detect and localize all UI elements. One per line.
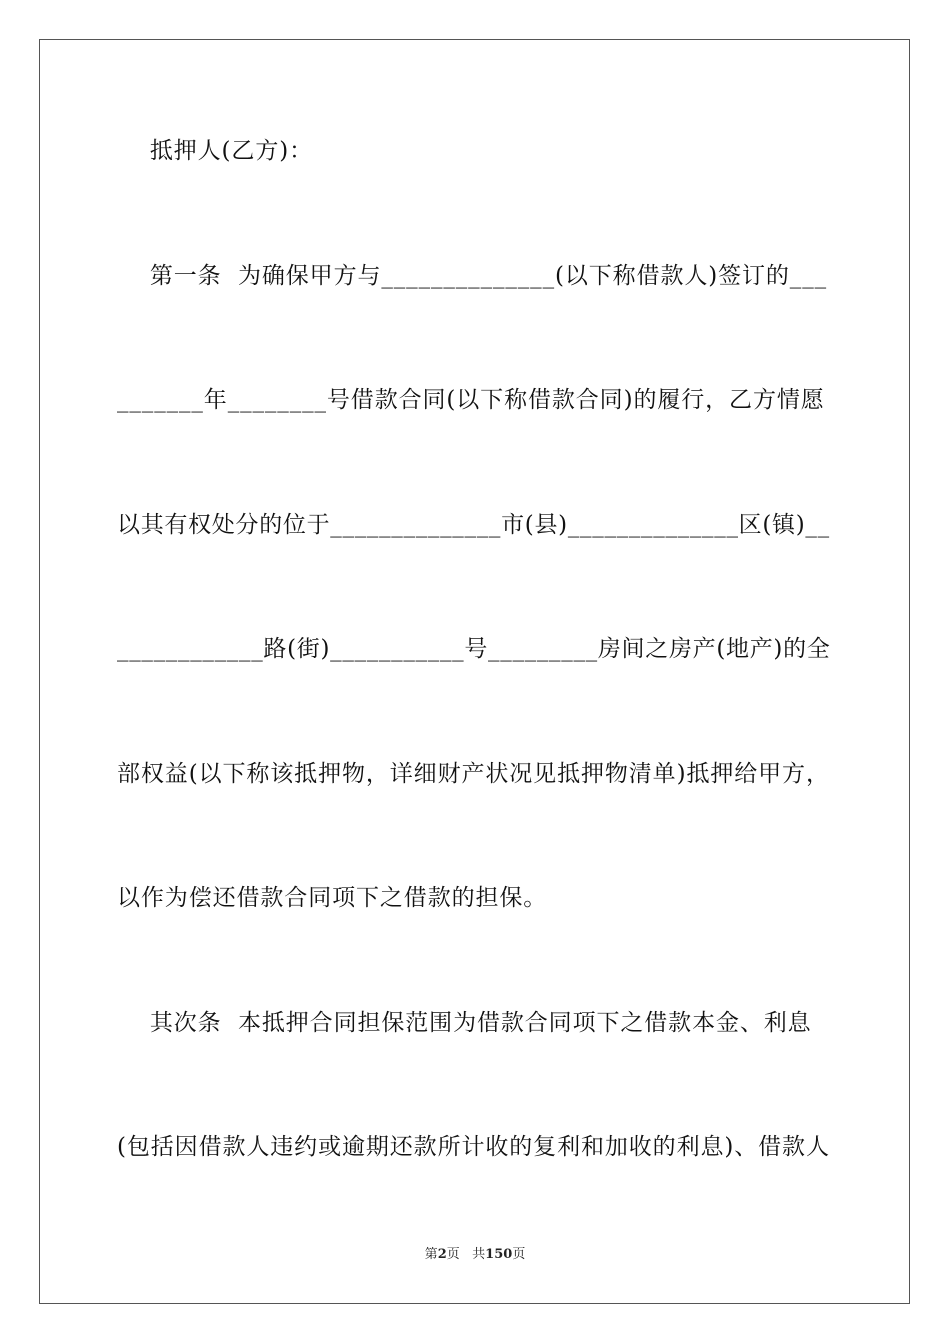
text-line-7: 以作为偿还借款合同项下之借款的担保。 <box>117 885 548 911</box>
text-line-6: 部权益(以下称该抵押物，详细财产状况见抵押物清单)抵押给甲方， <box>117 761 830 787</box>
footer-total-prefix: 共 <box>472 1247 486 1262</box>
footer-prefix: 第 <box>424 1247 438 1262</box>
text-line-4: 以其有权处分的位于______________市(县)______________区(镇)__ <box>117 512 830 538</box>
text-line-1: 抵押人(乙方)： <box>117 138 313 164</box>
text-line-9: (包括因借款人违约或逾期还款所计收的复利和加收的利息)、借款人 <box>117 1134 830 1160</box>
text-line-2: 第一条 为确保甲方与______________(以下称借款人)签订的___ <box>117 263 828 289</box>
footer-page-number: 2 <box>437 1247 447 1262</box>
footer-page-suffix: 页 <box>446 1247 460 1262</box>
page-border <box>39 39 910 1304</box>
page-footer <box>0 1246 950 1264</box>
text-line-5: ____________路(街)___________号_________房间之房产(地产)的全 <box>117 636 831 662</box>
text-line-3: _______年________号借款合同(以下称借款合同)的履行，乙方情愿 <box>117 387 825 413</box>
footer-total-suffix: 页 <box>512 1247 526 1262</box>
footer-total-pages: 150 <box>485 1247 513 1262</box>
text-line-8: 其次条 本抵押合同担保范围为借款合同项下之借款本金、利息 <box>117 1010 812 1036</box>
